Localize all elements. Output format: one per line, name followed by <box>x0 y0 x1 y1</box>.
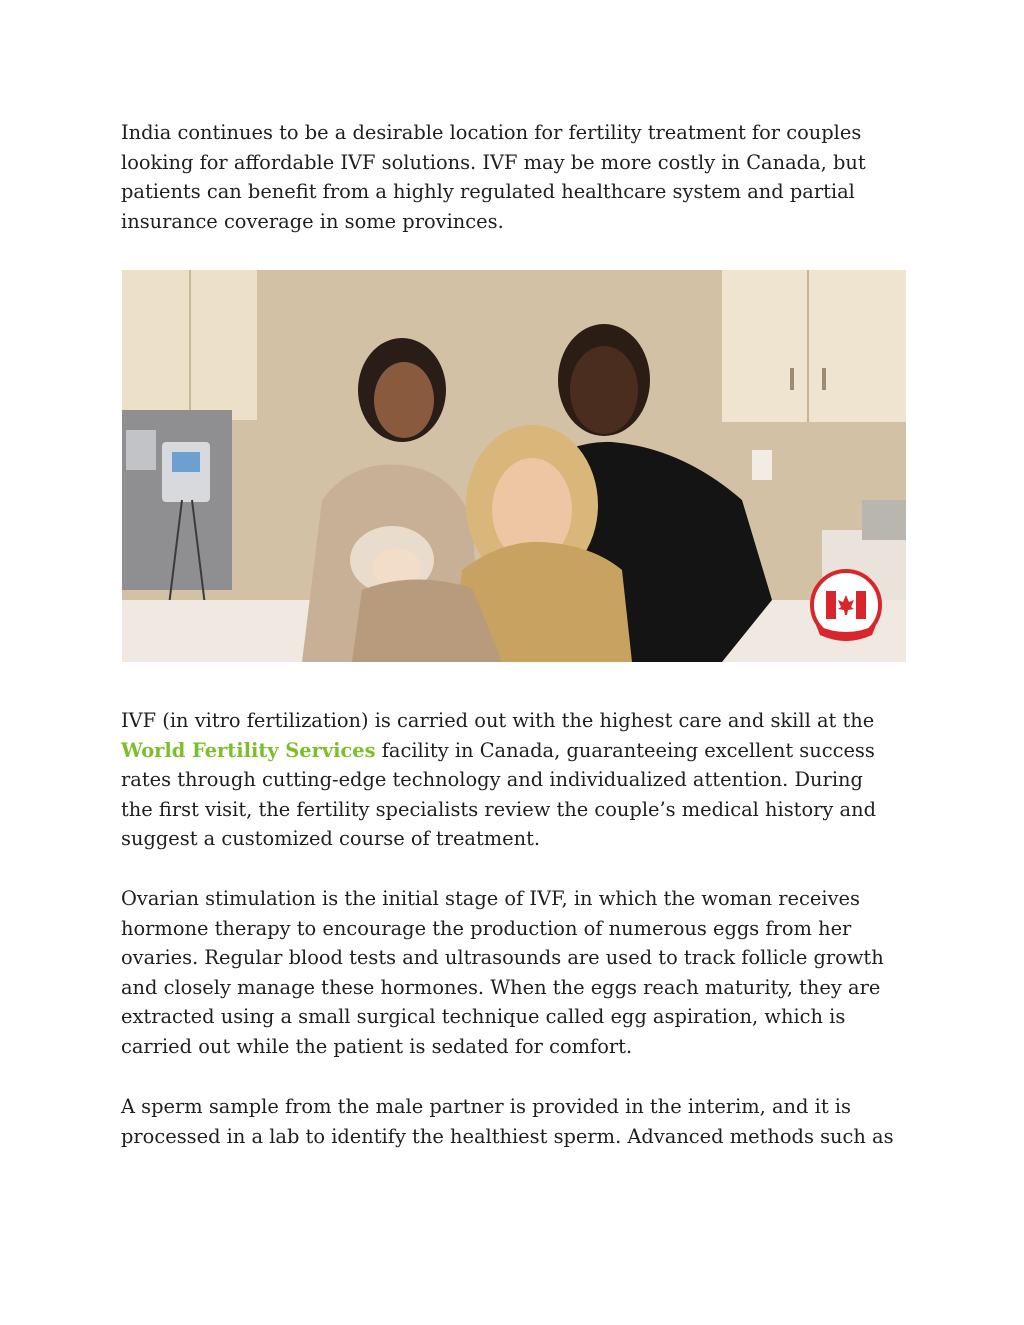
text-line: hormone therapy to encourage the production of numerous eggs from her <box>121 916 852 940</box>
text-line: Ovarian stimulation is the initial stage of IVF, in which the woman receives <box>121 887 860 910</box>
text-line: rates through cutting-edge technology and individualized attention. During <box>121 768 863 792</box>
text-line: IVF (in vitro fertilization) is carried out with the highest care and skill at the <box>121 709 875 732</box>
text-line: insurance coverage in some provinces. <box>121 209 504 233</box>
text-line: suggest a customized course of treatment. <box>121 827 541 851</box>
sperm-sample-paragraph <box>121 1092 911 1151</box>
text-line: looking for affordable IVF solutions. IVF may be more costly in Canada, but <box>121 150 866 174</box>
text-line: ovaries. Regular blood tests and ultrasounds are used to track follicle growth <box>121 946 884 970</box>
ovarian-stimulation-paragraph <box>121 884 911 1062</box>
text-line: patients can benefit from a highly regulated healthcare system and partial <box>121 180 855 204</box>
text-line: processed in a lab to identify the healthiest sperm. Advanced methods such as <box>121 1124 894 1148</box>
text-line: the first visit, the fertility specialists review the couple’s medical history and <box>121 797 876 821</box>
text-fragment: facility in Canada, guaranteeing excellent success <box>375 738 875 762</box>
intro-paragraph <box>121 118 911 236</box>
text-line: carried out while the patient is sedated for comfort. <box>121 1034 633 1058</box>
text-line <box>121 736 911 766</box>
text-line: India continues to be a desirable location for fertility treatment for couples <box>121 121 862 144</box>
family-photo <box>122 270 906 662</box>
text-line: A sperm sample from the male partner is provided in the interim, and it is <box>121 1095 851 1118</box>
world-fertility-services-link[interactable]: World Fertility Services <box>121 738 376 762</box>
text-line: extracted using a small surgical technique called egg aspiration, which is <box>121 1005 846 1029</box>
ivf-paragraph <box>121 706 911 854</box>
text-line: and closely manage these hormones. When the eggs reach maturity, they are <box>121 975 881 999</box>
